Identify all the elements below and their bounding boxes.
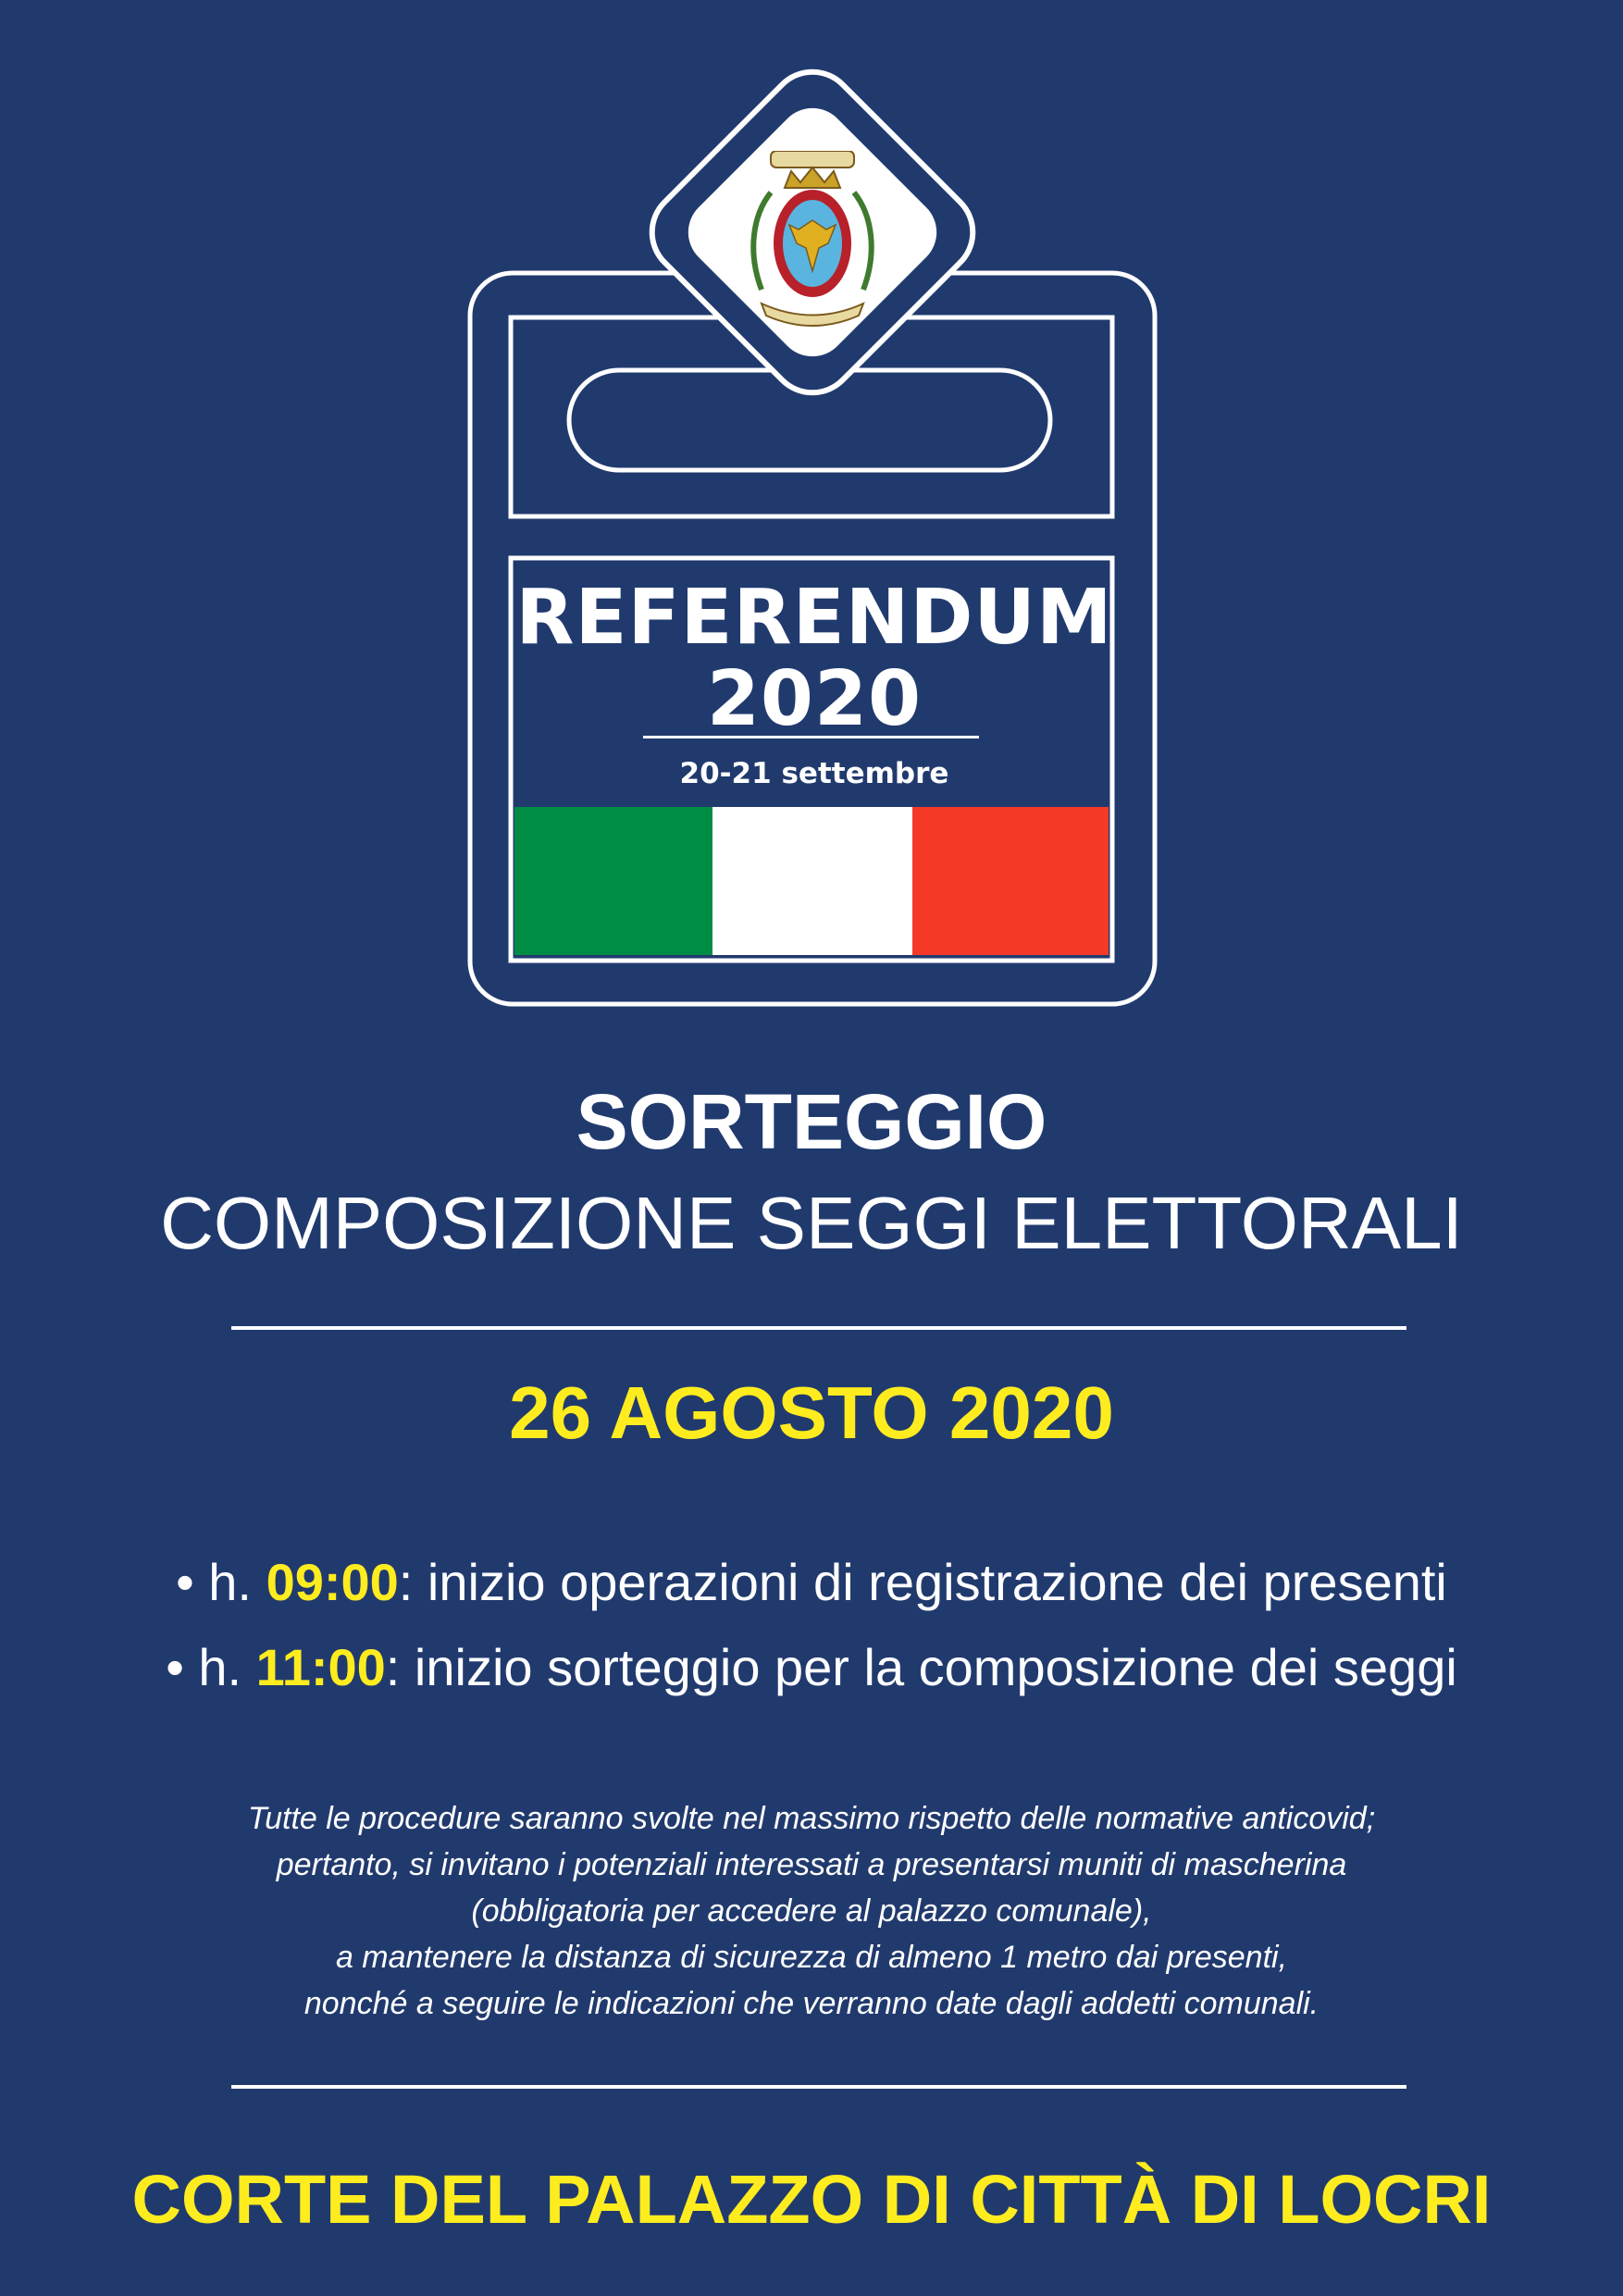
referendum-year: 2020 xyxy=(706,655,923,743)
locri-coat-of-arms-icon xyxy=(743,151,882,327)
page-title: SORTEGGIO xyxy=(576,1078,1047,1165)
flag-green xyxy=(514,807,712,955)
notice-line: nonché a seguire le indicazioni che verranno date dagli addetti comunali. xyxy=(304,1986,1319,2021)
schedule-time: 09:00 xyxy=(266,1553,399,1611)
referendum-title: REFERENDUM xyxy=(515,574,1113,662)
notice-line: pertanto, si invitano i potenziali interessati a presentarsi muniti di mascherina xyxy=(276,1847,1347,1882)
ballot-box-graphic xyxy=(463,51,1166,1013)
divider-top xyxy=(231,1326,1406,1330)
schedule-text: : inizio sorteggio per la composizione dei seggi xyxy=(385,1638,1457,1696)
flag-red xyxy=(912,807,1109,955)
schedule-item xyxy=(0,1638,1623,1696)
event-date: 26 AGOSTO 2020 xyxy=(509,1371,1114,1454)
notice-line: Tutte le procedure saranno svolte nel massimo rispetto delle normative anticovid; xyxy=(247,1801,1376,1836)
schedule-item xyxy=(0,1553,1623,1611)
notice-line: (obbligatoria per accedere al palazzo comunale), xyxy=(471,1893,1152,1929)
event-location: CORTE DEL PALAZZO DI CITTÀ DI LOCRI xyxy=(131,2161,1492,2238)
schedule-prefix: • h. xyxy=(166,1638,256,1696)
schedule-time: 11:00 xyxy=(255,1638,386,1696)
covid-notice xyxy=(0,1795,1623,2027)
page-subtitle: COMPOSIZIONE SEGGI ELETTORALI xyxy=(160,1182,1463,1264)
divider-bottom xyxy=(231,2085,1406,2089)
schedule-prefix: • h. xyxy=(176,1553,266,1611)
schedule-text: : inizio operazioni di registrazione dei presenti xyxy=(398,1553,1447,1611)
referendum-dates: 20-21 settembre xyxy=(679,757,949,790)
notice-line: a mantenere la distanza di sicurezza di almeno 1 metro dai presenti, xyxy=(335,1940,1288,1975)
flag-white xyxy=(712,807,912,955)
